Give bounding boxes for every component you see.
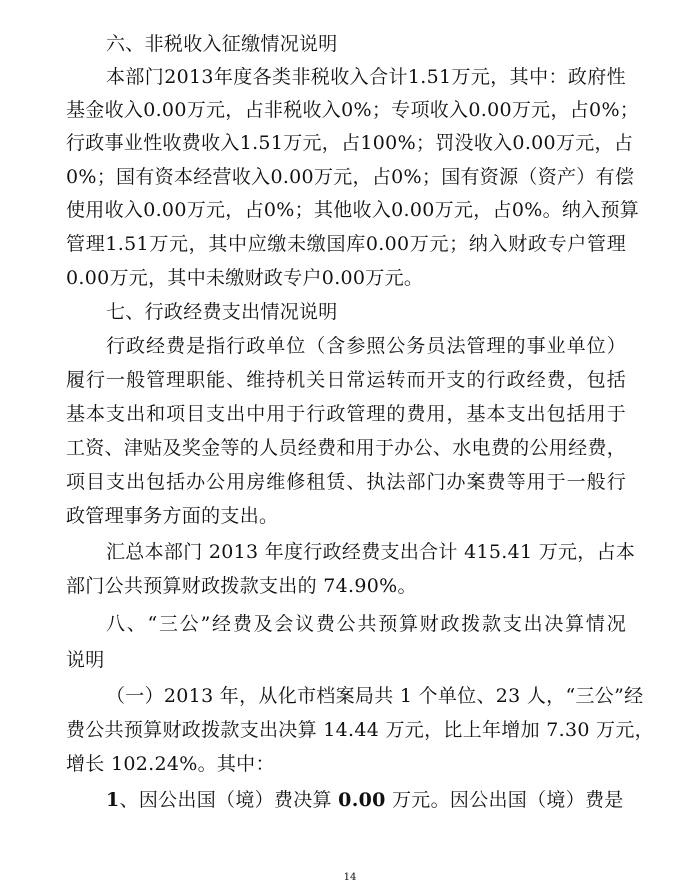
paragraph-line: 履行一般管理职能、维持机关日常运转而开支的行政经费，包括 [66,369,626,391]
paragraph-line: 本部门2013年度各类非税收入合计1.51万元，其中：政府性 [106,66,626,88]
paragraph-line: 政管理事务方面的支出。 [66,505,279,527]
paragraph-line: 基金收入0.00万元，占非税收入0%；专项收入0.00万元，占0%； [66,99,640,121]
paragraph-line: 基本支出和项目支出中用于行政管理的费用，基本支出包括用于 [66,403,626,425]
paragraph-line: 增长 102.24%。其中： [66,753,275,775]
paragraph-line: 0%；国有资本经营收入0.00万元，占0%；国有资源（资产）有偿 [66,166,635,188]
paragraph-line: 部门公共预算财政拨款支出的 74.90%。 [66,575,417,597]
paragraph-line: 汇总本部门 2013 年度行政经费支出合计 415.41 万元，占本 [106,541,636,563]
paragraph-line: 使用收入0.00万元，占0%；其他收入0.00万元，占0%。纳入预算 [66,199,640,221]
list-item-number: 1 [106,789,120,811]
list-item-text: 万元。因公出国（境）费是 [385,789,624,811]
list-item-amount: 0.00 [338,789,386,811]
list-item [106,786,626,814]
paragraph-line: 项目支出包括办公用房维修租赁、执法部门办案费等用于一般行 [66,471,626,493]
section-heading-non-tax-income: 六、非税收入征缴情况说明 [106,33,338,55]
paragraph-line: 费公共预算财政拨款支出决算 14.44 万元，比上年增加 7.30 万元， [66,719,654,741]
section-heading-continued: 说明 [66,649,105,671]
section-heading-three-public: 八、“三公”经费及会议费公共预算财政拨款支出决算情况 [106,613,626,635]
paragraph-line: 0.00万元，其中未缴财政专户0.00万元。 [66,267,424,289]
paragraph-line: 行政事业性收费收入1.51万元，占100%；罚没收入0.00万元，占 [66,132,634,154]
section-heading-admin-expense: 七、行政经费支出情况说明 [106,301,338,323]
paragraph-line: 工资、津贴及奖金等的人员经费和用于办公、水电费的公用经费， [66,437,626,459]
paragraph-line: 行政经费是指行政单位（含参照公务员法管理的事业单位） [106,335,626,357]
page-number: 14 [343,872,357,883]
paragraph-line: （一）2013 年，从化市档案局共 1 个单位、23 人，“三公”经 [106,685,644,707]
paragraph-line: 管理1.51万元，其中应缴未缴国库0.00万元；纳入财政专户管理 [66,233,626,255]
list-item-text: 、因公出国（境）费决算 [119,789,339,811]
